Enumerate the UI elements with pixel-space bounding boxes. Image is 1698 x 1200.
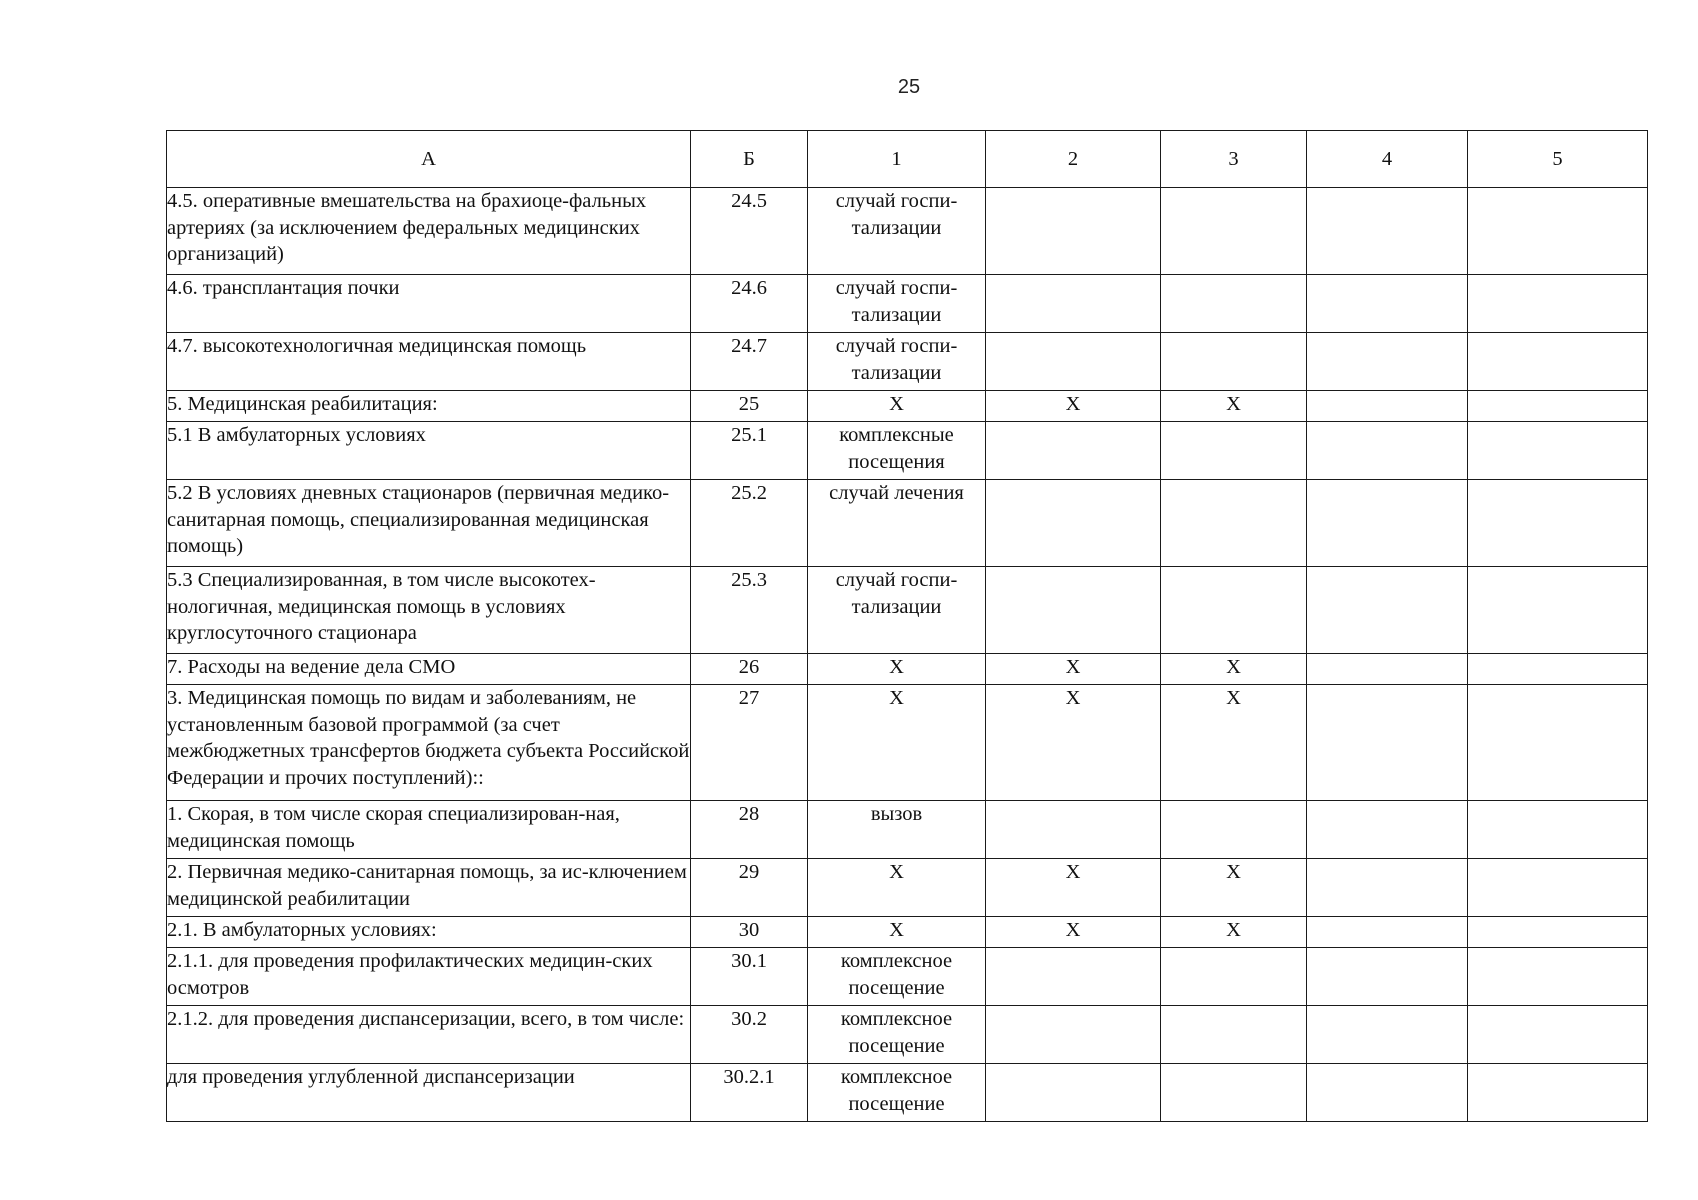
row-col-3: Х (1161, 685, 1307, 801)
row-unit: комплексное посещение (808, 948, 986, 1006)
column-header-5: 5 (1468, 131, 1648, 188)
row-col-3: Х (1161, 654, 1307, 685)
row-col-3 (1161, 422, 1307, 480)
row-col-3 (1161, 1006, 1307, 1064)
row-label: 5.3 Специализированная, в том числе высокотех-нологичная, медицинская помощь в условиях круглосуточного стационара (167, 567, 691, 654)
row-label: 5.2 В условиях дневных стационаров (первичная медико-санитарная помощь, специализированная медицинская помощь) (167, 480, 691, 567)
column-header-1: 1 (808, 131, 986, 188)
row-label: 2.1.2. для проведения диспансеризации, всего, в том числе: (167, 1006, 691, 1064)
row-col-5 (1468, 654, 1648, 685)
row-label: 4.7. высокотехнологичная медицинская помощь (167, 333, 691, 391)
row-col-2 (986, 333, 1161, 391)
row-col-3: Х (1161, 859, 1307, 917)
row-col-2 (986, 1006, 1161, 1064)
row-code: 25.2 (691, 480, 808, 567)
column-header-a: А (167, 131, 691, 188)
row-col-5 (1468, 685, 1648, 801)
row-col-4 (1307, 859, 1468, 917)
row-col-2 (986, 275, 1161, 333)
row-unit: Х (808, 685, 986, 801)
table-row (167, 391, 1648, 422)
row-unit: случай госпи-тализации (808, 275, 986, 333)
row-unit: случай госпи-тализации (808, 567, 986, 654)
row-col-3: Х (1161, 391, 1307, 422)
row-col-5 (1468, 567, 1648, 654)
row-label: 5. Медицинская реабилитация: (167, 391, 691, 422)
row-col-5 (1468, 1006, 1648, 1064)
table-header-row (167, 131, 1648, 188)
row-col-4 (1307, 654, 1468, 685)
row-unit: комплексное посещение (808, 1006, 986, 1064)
row-col-4 (1307, 948, 1468, 1006)
row-col-4 (1307, 188, 1468, 275)
row-col-3: Х (1161, 917, 1307, 948)
row-col-5 (1468, 801, 1648, 859)
row-col-2 (986, 422, 1161, 480)
column-header-4: 4 (1307, 131, 1468, 188)
row-col-4 (1307, 685, 1468, 801)
table-row (167, 948, 1648, 1006)
row-col-2: Х (986, 859, 1161, 917)
row-unit: случай госпи-тализации (808, 188, 986, 275)
row-col-3 (1161, 1064, 1307, 1122)
column-header-b: Б (691, 131, 808, 188)
table-row (167, 422, 1648, 480)
row-unit: комплексные посещения (808, 422, 986, 480)
row-col-2 (986, 1064, 1161, 1122)
row-code: 30.1 (691, 948, 808, 1006)
row-code: 25 (691, 391, 808, 422)
row-col-4 (1307, 480, 1468, 567)
table-row (167, 801, 1648, 859)
row-label: 5.1 В амбулаторных условиях (167, 422, 691, 480)
row-col-2 (986, 188, 1161, 275)
row-label: 4.6. трансплантация почки (167, 275, 691, 333)
table-row (167, 567, 1648, 654)
row-col-2: Х (986, 654, 1161, 685)
row-col-5 (1468, 333, 1648, 391)
row-label: 2.1. В амбулаторных условиях: (167, 917, 691, 948)
row-col-4 (1307, 333, 1468, 391)
row-col-3 (1161, 188, 1307, 275)
row-unit: случай госпи-тализации (808, 333, 986, 391)
row-col-2 (986, 948, 1161, 1006)
row-col-2 (986, 801, 1161, 859)
row-col-4 (1307, 422, 1468, 480)
row-col-5 (1468, 917, 1648, 948)
row-unit: Х (808, 391, 986, 422)
row-col-4 (1307, 917, 1468, 948)
table-row (167, 654, 1648, 685)
row-label: для проведения углубленной диспансеризации (167, 1064, 691, 1122)
row-code: 27 (691, 685, 808, 801)
table-row (167, 275, 1648, 333)
table-row (167, 685, 1648, 801)
table-row (167, 1064, 1648, 1122)
row-code: 26 (691, 654, 808, 685)
data-table (166, 130, 1648, 1122)
row-col-3 (1161, 948, 1307, 1006)
row-col-4 (1307, 275, 1468, 333)
row-label: 4.5. оперативные вмешательства на брахиоце-фальных артериях (за исключением федеральных медицинских организаций) (167, 188, 691, 275)
row-col-3 (1161, 333, 1307, 391)
row-col-5 (1468, 188, 1648, 275)
table-row (167, 333, 1648, 391)
table-row (167, 1006, 1648, 1064)
page-number: 25 (897, 76, 921, 98)
column-header-2: 2 (986, 131, 1161, 188)
row-col-3 (1161, 480, 1307, 567)
row-unit: Х (808, 917, 986, 948)
table-row (167, 188, 1648, 275)
row-label: 3. Медицинская помощь по видам и заболеваниям, не установленным базовой программой (за счет межбюджетных трансфертов бюджета субъекта Российской Федерации и прочих поступлений):: (167, 685, 691, 801)
row-col-2 (986, 480, 1161, 567)
row-label: 2. Первичная медико-санитарная помощь, за ис-ключением медицинской реабилитации (167, 859, 691, 917)
row-col-2 (986, 567, 1161, 654)
row-col-5 (1468, 480, 1648, 567)
row-code: 24.5 (691, 188, 808, 275)
row-col-3 (1161, 567, 1307, 654)
row-col-5 (1468, 275, 1648, 333)
row-code: 24.7 (691, 333, 808, 391)
row-col-5 (1468, 422, 1648, 480)
row-col-5 (1468, 391, 1648, 422)
row-code: 25.3 (691, 567, 808, 654)
table-row (167, 480, 1648, 567)
row-col-5 (1468, 1064, 1648, 1122)
row-col-4 (1307, 1006, 1468, 1064)
row-col-3 (1161, 801, 1307, 859)
row-col-2: Х (986, 391, 1161, 422)
table-row (167, 917, 1648, 948)
row-col-2: Х (986, 917, 1161, 948)
row-code: 30 (691, 917, 808, 948)
row-code: 29 (691, 859, 808, 917)
row-unit: случай лечения (808, 480, 986, 567)
column-header-3: 3 (1161, 131, 1307, 188)
row-code: 30.2.1 (691, 1064, 808, 1122)
row-unit: Х (808, 654, 986, 685)
row-col-5 (1468, 948, 1648, 1006)
row-label: 1. Скорая, в том числе скорая специализирован-ная, медицинская помощь (167, 801, 691, 859)
row-unit: Х (808, 859, 986, 917)
row-col-3 (1161, 275, 1307, 333)
row-label: 2.1.1. для проведения профилактических медицин-ских осмотров (167, 948, 691, 1006)
row-code: 24.6 (691, 275, 808, 333)
row-col-2: Х (986, 685, 1161, 801)
table-body (167, 188, 1648, 1122)
table-row (167, 859, 1648, 917)
row-col-4 (1307, 801, 1468, 859)
row-col-4 (1307, 1064, 1468, 1122)
row-unit: комплексное посещение (808, 1064, 986, 1122)
row-col-5 (1468, 859, 1648, 917)
row-code: 28 (691, 801, 808, 859)
row-code: 30.2 (691, 1006, 808, 1064)
row-code: 25.1 (691, 422, 808, 480)
row-col-4 (1307, 567, 1468, 654)
row-col-4 (1307, 391, 1468, 422)
row-label: 7. Расходы на ведение дела СМО (167, 654, 691, 685)
row-unit: вызов (808, 801, 986, 859)
